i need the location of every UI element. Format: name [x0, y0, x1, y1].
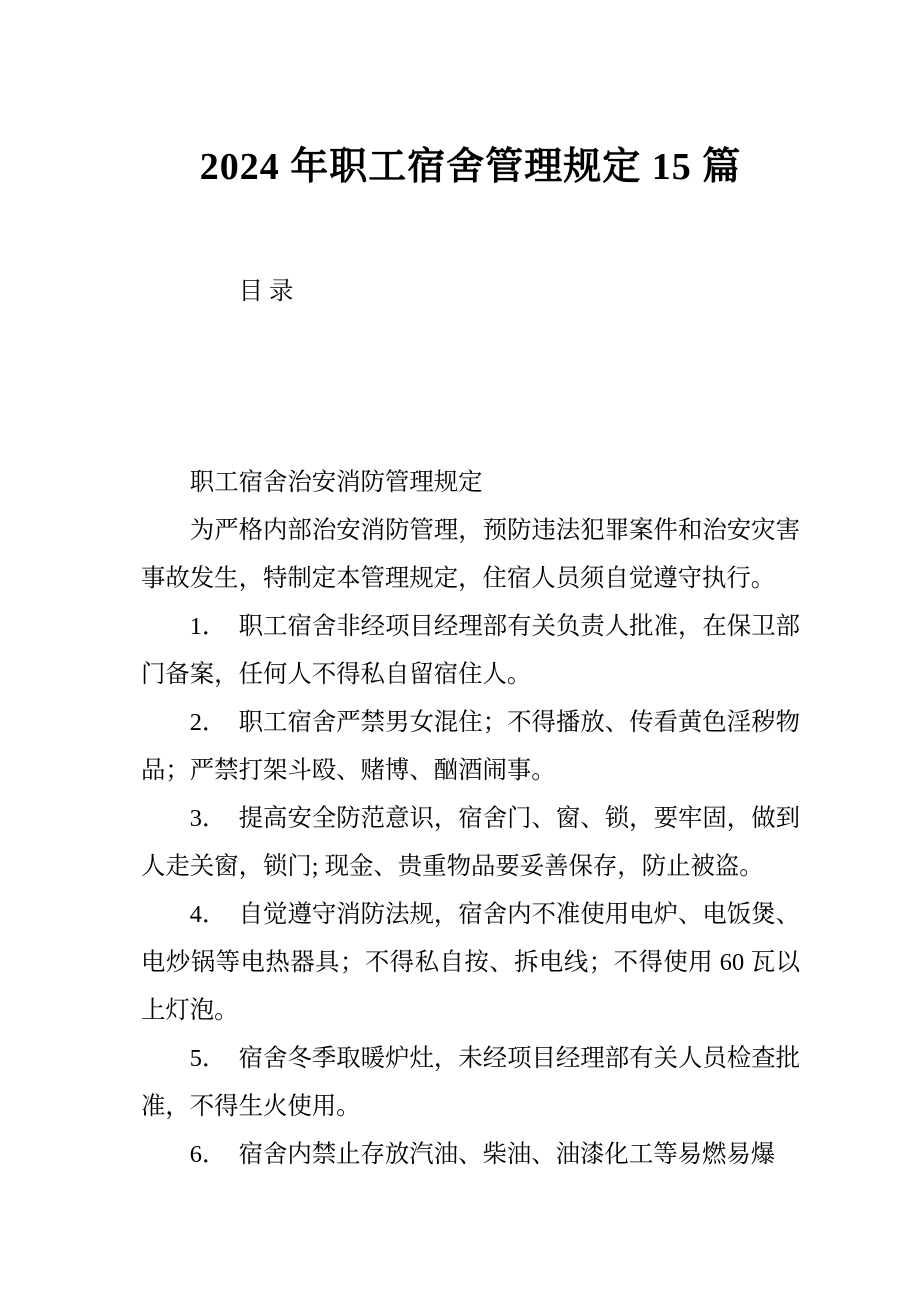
body-paragraph: 为严格内部治安消防管理，预防违法犯罪案件和治安灾害事故发生，特制定本管理规定，住宿人员须自觉遵守执行。	[141, 517, 800, 592]
document-title: 2024 年职工宿舍管理规定 15 篇	[199, 146, 742, 188]
body-paragraph: 4． 自觉遵守消防法规，宿舍内不准使用电炉、电饭煲、电炒锅等电热器具；不得私自按、拆电线；不得使用 60 瓦以上灯泡。	[141, 901, 800, 1024]
body-paragraph: 3． 提高安全防范意识，宿舍门、窗、锁，要牢固，做到人走关窗，锁门; 现金、贵重物品要妥善保存，防止被盗。	[141, 805, 800, 880]
body-paragraph: 1． 职工宿舍非经项目经理部有关负责人批准，在保卫部门备案，任何人不得私自留宿住人。	[141, 613, 800, 688]
section-heading: 职工宿舍治安消防管理规定	[189, 469, 483, 496]
toc-label: 目录	[238, 278, 300, 305]
section-paragraphs	[141, 507, 800, 1179]
body-paragraph: 6． 宿舍内禁止存放汽油、柴油、油漆化工等易燃易爆	[189, 1141, 776, 1168]
document-body	[141, 459, 800, 1179]
body-paragraph: 2． 职工宿舍严禁男女混住；不得播放、传看黄色淫秽物品；严禁打架斗殴、赌博、酗酒闹事。	[141, 709, 800, 784]
body-paragraph: 5． 宿舍冬季取暖炉灶，未经项目经理部有关人员检查批准，不得生火使用。	[141, 1045, 800, 1120]
